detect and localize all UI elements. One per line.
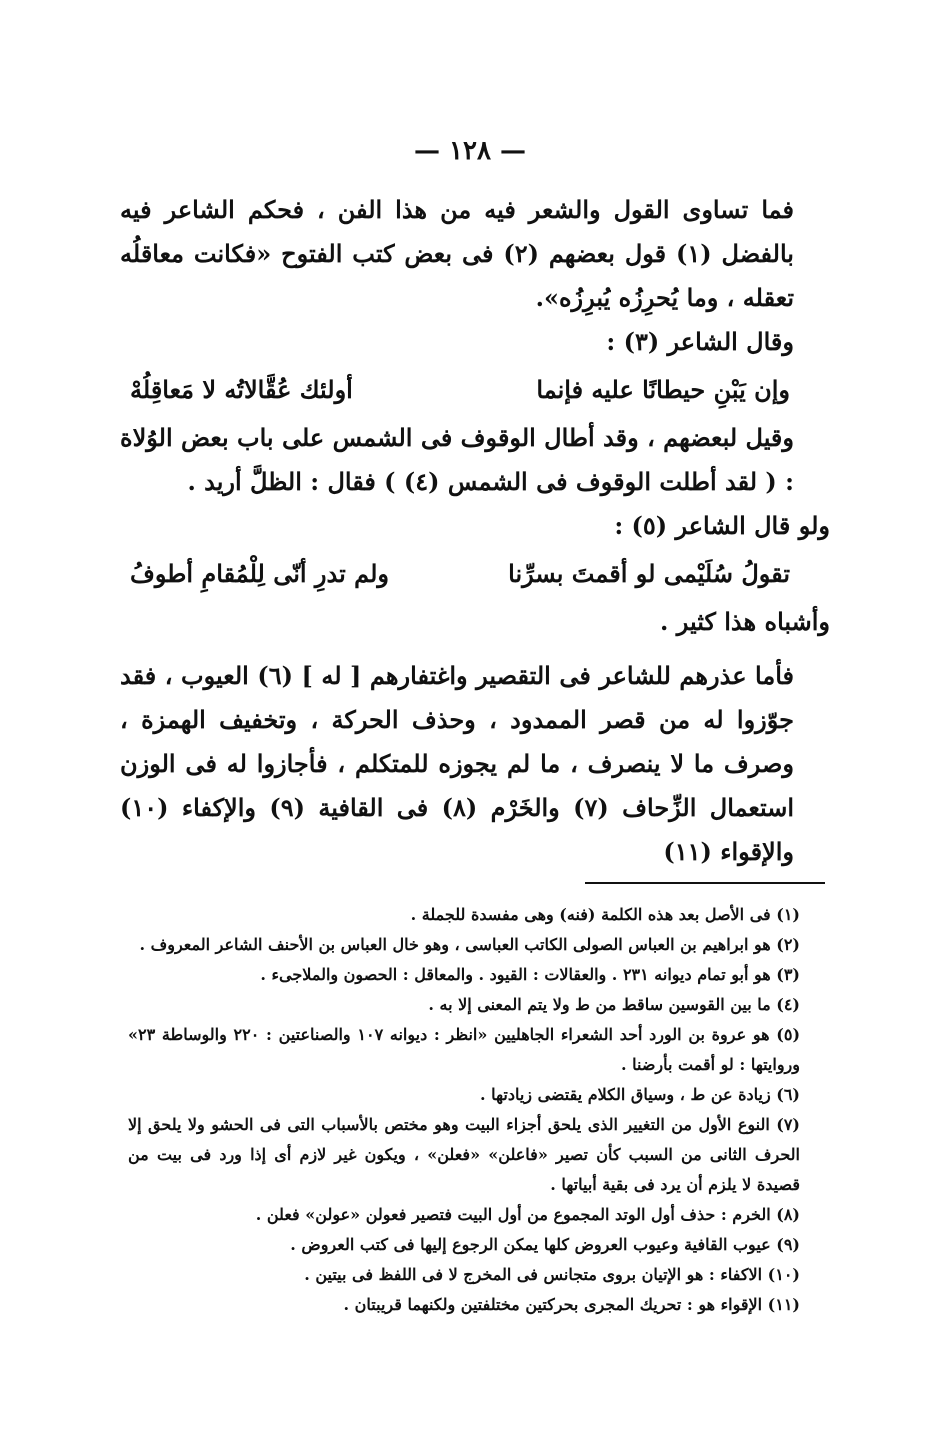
verse-1 bbox=[120, 368, 830, 412]
paragraph-4: فأما عذرهم للشاعر فى التقصير واغتفارهم [ له ] (٦) العيوب ، فقد جوّزوا له من قصر الممدود ، وحذف الحركة ، وتخفيف الهمزة ، وصرف ما لا ينصرف ، ما لم يجوزه للمتكلم ، فأجازوا له فى الوزن استعمال الزِّحاف (٧) والخَرْم (٨) فى القافية (٩) والإكفاء (١٠) والإقواء (١١) bbox=[120, 661, 795, 866]
footnote-6: (٦) زيادة عن ط ، وسياق الكلام يقتضى زيادتها . bbox=[479, 1085, 800, 1104]
paragraph-3: وأشباه هذا كثير . bbox=[660, 607, 830, 636]
footnote-7: (٧) النوع الأول من التغيير الذى يلحق أجزاء البيت وهو مختص بالأسباب التى فى الحشو ولا يلحق إلا الحرف الثانى من السبب كأن تصير «فاعلن» «فعلن» ، ويكون غير لازم أى إذا ورد فى بيت من قصيدة لا يلزم أن يرد فى بقية أبياتها . bbox=[128, 1115, 800, 1194]
verse-2 bbox=[120, 552, 830, 596]
footnote-3: (٣) هو أبو تمام ديوانه ٢٣١ . والعقالات : القيود . والمعاقل : الحصون والملاجىء . bbox=[260, 965, 800, 984]
verse-intro-2: ولو قال الشاعر (٥) : bbox=[614, 511, 830, 540]
footnote-1: (١) فى الأصل بعد هذه الكلمة (فنه) وهى مفسدة للجملة . bbox=[410, 905, 800, 924]
verse-2-first-hemistich: تقولُ سُلَيْمى لو أقمتَ بسرِّنا bbox=[508, 559, 790, 588]
footnote-11: (١١) الإقواء هو : تحريك المجرى بحركتين مختلفتين ولكنهما قريبتان . bbox=[343, 1295, 800, 1314]
verse-1-second-hemistich: أولئك عُقَّالاتُه لا مَعاقِلُهْ bbox=[130, 375, 353, 404]
footnote-9: (٩) عيوب القافية وعيوب العروض كلها يمكن الرجوع إليها فى كتب العروض . bbox=[290, 1235, 800, 1254]
footnote-5: (٥) هو عروة بن الورد أحد الشعراء الجاهليين «انظر : ديوانه ١٠٧ والصناعتين : ٢٢٠ والوساطة ٢٣» وروايتها : لو أقمت بأرضنا . bbox=[128, 1025, 801, 1074]
footnote-10: (١٠) الاكفاء : هو الإتيان بروى متجانس فى المخرج لا فى اللفظ فى بيتين . bbox=[304, 1265, 800, 1284]
paragraph-1: فما تساوى القول والشعر فيه من هذا الفن ، فحكم الشاعر فيه بالفضل (١) قول بعضهم (٢) فى بعض كتب الفتوح «فكانت معاقلُه تعقله ، وما يُحرِزُه يُبرِزُه». bbox=[120, 195, 794, 312]
verse-1-first-hemistich: وإن يَبْنِ حيطانًا عليه فإنما bbox=[536, 375, 790, 404]
verse-intro-1: وقال الشاعر (٣) : bbox=[606, 327, 794, 356]
page-number: — ١٢٨ — bbox=[413, 136, 527, 166]
paragraph-2: وقيل لبعضهم ، وقد أطال الوقوف فى الشمس على باب بعض الوُلاة : ( لقد أطلت الوقوف فى الشمس (٤) ) فقال : الظلَّ أريد . bbox=[120, 423, 794, 496]
main-text bbox=[120, 188, 830, 874]
footnote-separator bbox=[585, 882, 825, 884]
footnote-2: (٢) هو ابراهيم بن العباس الصولى الكاتب العباسى ، وهو خال العباس بن الأحنف الشاعر المعروف . bbox=[139, 935, 800, 954]
footnote-4: (٤) ما بين القوسين ساقط من ط ولا يتم المعنى إلا به . bbox=[428, 995, 800, 1014]
footnotes bbox=[128, 900, 830, 1320]
footnote-8: (٨) الخرم : حذف أول الوتد المجموع من أول البيت فتصير فعولن «عولن» فعلن . bbox=[255, 1205, 800, 1224]
verse-2-second-hemistich: ولم تدرِ أنّى لِلْمُقامِ أطوفُ bbox=[130, 559, 390, 588]
